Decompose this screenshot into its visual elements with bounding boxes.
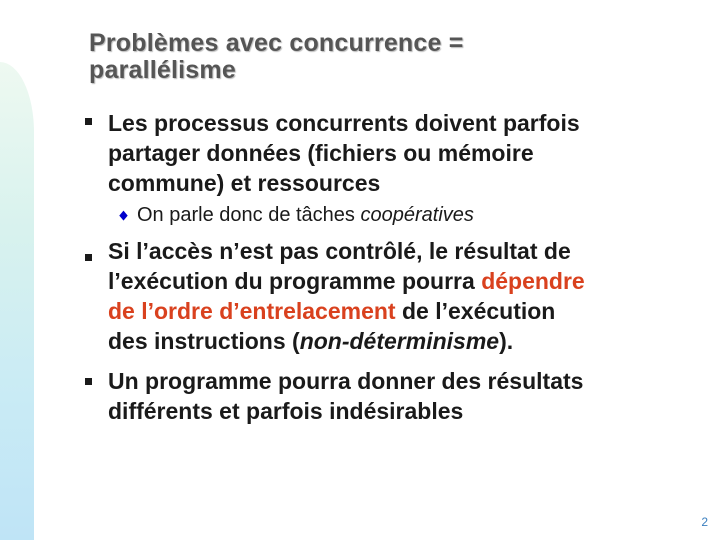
- bullet-1-line1: Les processus concurrents doivent parfois: [108, 110, 580, 136]
- bullet-2-line2-highlight: dépendre: [481, 268, 585, 294]
- bullet-2-line3-highlight: de l’ordre d’entrelacement: [108, 298, 396, 324]
- bullet-2-line3: [108, 296, 708, 326]
- bullet-2-line4-italic: non-déterminisme: [299, 328, 500, 354]
- diamond-bullet-icon: ◆: [119, 207, 128, 222]
- square-bullet-icon: [85, 254, 92, 261]
- bullet-3-line1: Un programme pourra donner des résultats: [108, 368, 584, 394]
- decorative-side-bar: [0, 62, 34, 540]
- bullet-3-text: [108, 366, 708, 426]
- bullet-3-line2: différents et parfois indésirables: [108, 398, 464, 424]
- slide-title: [89, 30, 669, 84]
- subbullet-text: [137, 203, 474, 227]
- bullet-2-line2: [108, 266, 708, 296]
- bullet-2-line3-plain: de l’exécution: [395, 298, 556, 324]
- subbullet-italic: coopératives: [360, 204, 474, 226]
- bullet-1-line2: partager données (fichiers ou mémoire: [108, 140, 534, 166]
- bullet-2-text: [108, 236, 708, 356]
- slide-title-line2: parallélisme: [89, 56, 236, 84]
- bullet-2-line4-plain: des instructions (: [108, 328, 300, 354]
- slide-title-line1: Problèmes avec concurrence =: [89, 29, 464, 57]
- bullet-2-line1: Si l’accès n’est pas contrôlé, le résultat de: [108, 238, 571, 264]
- bullet-2-line4: [108, 326, 708, 356]
- square-bullet-icon: [85, 118, 92, 125]
- bullet-2-line2-plain: l’exécution du programme pourra: [108, 268, 482, 294]
- bullet-1-line3: commune) et ressources: [108, 170, 381, 196]
- bullet-2-line4-end: ).: [499, 328, 514, 354]
- bullet-1-text: [108, 108, 708, 198]
- page-number: 2: [701, 515, 708, 529]
- square-bullet-icon: [85, 378, 92, 385]
- subbullet-plain: On parle donc de tâches: [137, 204, 361, 226]
